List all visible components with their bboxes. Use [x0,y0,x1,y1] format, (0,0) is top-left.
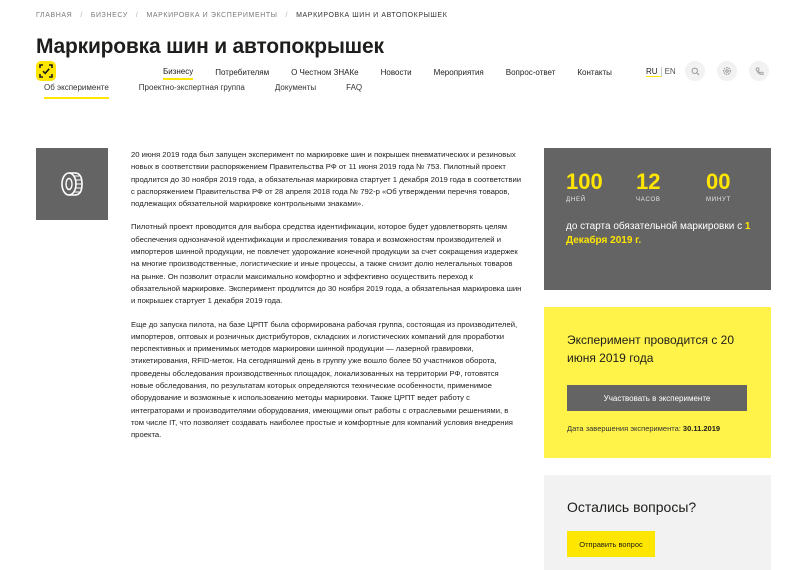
breadcrumb-item-business[interactable]: БИЗНЕСУ [90,12,128,19]
breadcrumb [36,12,447,19]
breadcrumb-item-marking[interactable]: МАРКИРОВКА И ЭКСПЕРИМЕНТЫ [146,12,278,19]
breadcrumb-item-home[interactable]: ГЛАВНАЯ [36,12,73,19]
article-body [131,149,523,453]
countdown-hours-label: ЧАСОВ [636,197,661,203]
countdown-days [566,170,636,203]
lang-ru[interactable]: RU [646,67,661,77]
nav-item-faq[interactable]: Вопрос-ответ [505,68,556,77]
article-paragraph: Пилотный проект проводится для выбора средства идентификации, которое будет удовлетворять целям обеспечения однозначной идентификации и прослеживания товара и возможностям производителей и импортеров шинной продукции, не повлечет удорожание конечной продукции за счет сокращения издержек на многие производственные, логистические и иные процессы, а также снизит долю нелегальных товаров на рынке. Он позволит отрасли максимально комфортно и эффективно осуществить переход к обязательной маркировке. Эксперимент продлится до 30 ноября 2019 года, а обязательная маркировка шин и покрышек стартует 1 декабря 2019 года. [131,222,522,306]
tab-about-experiment[interactable]: Об эксперименте [44,83,109,99]
phone-icon[interactable] [749,61,769,81]
tire-icon-box [36,148,108,220]
countdown-days-value: 100 [566,169,603,194]
breadcrumb-separator: / [285,12,289,19]
breadcrumb-separator: / [80,12,83,19]
countdown-days-label: ДНЕЙ [566,197,586,203]
questions-title: Остались вопросы? [567,499,697,515]
subtabs [44,83,392,99]
article-paragraph: 20 июня 2019 года был запущен эксперимент по маркировке шин и покрышек пневматических и резиновых новых в соответствии распоряжением Правительства РФ от 11 июня 2019 года № 753. Пилотный проект продлится до 30 ноября 2019 года, а обязательная маркировка стартует 1 декабря 2019 года в соответствии с распоряжением Правительства РФ от 28 апреля 2018 года № 792-р «Об утверждении перечня товаров, подлежащих обязательной маркировке контрольными знаками». [131,150,522,209]
countdown-text: до старта обязательной маркировки с [566,221,743,232]
chestny-znak-logo-icon[interactable] [36,61,56,81]
main-nav [163,67,634,80]
nav-item-events[interactable]: Мероприятия [433,68,484,77]
experiment-panel [544,307,771,458]
questions-panel [544,475,771,570]
article-paragraph: Еще до запуска пилота, на базе ЦРПТ была сформирована рабочая группа, состоящая из производителей, импортеров, оптовых и розничных дистрибуторов, складских и логистических компаний для проработки перспективных и применимых методов маркировки шинной продукции — лазерной гравировки, этикетирования, RFID-меток. На сегодняшний день в группу уже вошло более 50 участников оборота, проведены обследования производственных площадок, локализованных на территории РФ, готовятся новые обследования, по результатам которых определяются технические особенности, применимое оборудование и возможные к использованию методы маркировки. Также ЦРПТ ведет работу с интеграторами и производителями оборудования, имеющими опыт работы с отраслевыми решениями, в том числе IT, что позволяет создавать наиболее простые и комфортные для компаний условия внедрения проекта. [131,319,518,440]
countdown-minutes-label: МИНУТ [706,197,732,203]
tab-expert-group[interactable]: Проектно-экспертная группа [138,83,245,92]
search-icon[interactable] [685,61,705,81]
nav-item-contacts[interactable]: Контакты [577,68,612,77]
tire-icon [57,169,87,199]
breadcrumb-current: МАРКИРОВКА ШИН И АВТОПОКРЫШЕК [296,12,448,19]
nav-item-consumers[interactable]: Потребителям [215,68,270,77]
tab-documents[interactable]: Документы [274,83,317,92]
breadcrumb-separator: / [135,12,139,19]
countdown-hours-value: 12 [636,169,661,194]
experiment-end-date: 30.11.2019 [682,424,721,433]
tab-faq[interactable]: FAQ [346,83,363,92]
experiment-end [567,424,720,433]
experiment-end-label: Дата завершения эксперимента: [567,424,681,433]
experiment-title: Эксперимент проводится с 20 июня 2019 года [567,333,735,365]
send-question-button[interactable]: Отправить вопрос [567,531,655,557]
page-title: Маркировка шин и автопокрышек [36,35,384,58]
participate-button[interactable]: Участвовать в эксперименте [567,385,747,411]
nav-item-news[interactable]: Новости [380,68,412,77]
countdown-values [566,170,776,203]
countdown-panel [544,148,771,290]
countdown-date: 1 Декабря 2019 г. [566,221,751,246]
lang-en[interactable]: EN [661,67,676,77]
countdown-minutes-value: 00 [706,169,731,194]
language-switch [646,67,676,77]
settings-icon[interactable] [717,61,737,81]
nav-item-about[interactable]: О Честном ЗНАКе [291,68,359,77]
nav-item-business[interactable]: Бизнесу [163,67,193,80]
countdown-caption [566,220,761,248]
countdown-hours [636,170,706,203]
countdown-minutes [706,170,776,203]
